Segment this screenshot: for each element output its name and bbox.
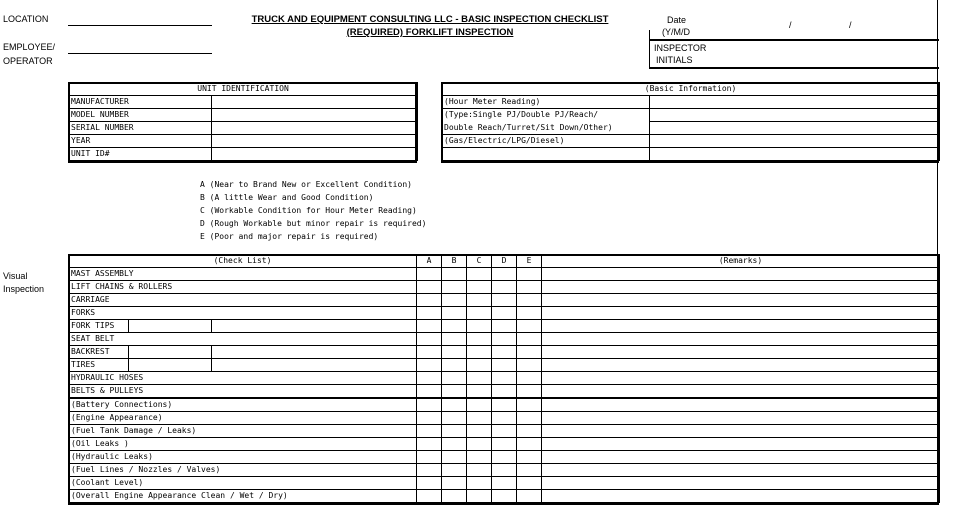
visual-label: Visual xyxy=(3,271,28,281)
serial-number-label: SERIAL NUMBER xyxy=(69,122,212,135)
grade-cell-d[interactable] xyxy=(492,359,517,372)
grade-cell-b[interactable] xyxy=(442,385,467,399)
grade-cell-c[interactable] xyxy=(467,438,492,451)
checklist-item-label: (Overall Engine Appearance Clean / Wet / Dry) xyxy=(69,490,417,503)
table-row xyxy=(69,333,940,346)
grade-cell-d[interactable] xyxy=(492,268,517,281)
remarks-cell[interactable] xyxy=(542,477,940,490)
grade-cell-b[interactable] xyxy=(442,281,467,294)
legend-item-e: E (Poor and major repair is required) xyxy=(200,232,379,241)
grade-cell-a[interactable] xyxy=(417,268,442,281)
grade-cell-e[interactable] xyxy=(517,294,542,307)
grade-cell-c[interactable] xyxy=(467,398,492,412)
grade-cell-c[interactable] xyxy=(467,385,492,399)
grade-cell-e[interactable] xyxy=(517,425,542,438)
type-field-2[interactable] xyxy=(650,122,940,135)
checklist-item-label: (Fuel Tank Damage / Leaks) xyxy=(69,425,417,438)
year-field[interactable] xyxy=(212,135,418,148)
checklist-item-label: FORKS xyxy=(69,307,417,320)
grade-cell-b[interactable] xyxy=(442,359,467,372)
checklist-item-label: (Engine Appearance) xyxy=(69,412,417,425)
date-format: (Y/M/D xyxy=(662,27,690,37)
grade-cell-d[interactable] xyxy=(492,385,517,399)
remarks-cell[interactable] xyxy=(542,385,940,399)
remarks-cell[interactable] xyxy=(542,307,940,320)
location-label: LOCATION xyxy=(3,14,49,24)
table-row xyxy=(69,281,940,294)
grade-cell-b[interactable] xyxy=(442,372,467,385)
inspection-label: Inspection xyxy=(3,284,45,294)
grade-cell-a[interactable] xyxy=(417,281,442,294)
table-row xyxy=(69,412,940,425)
unit-identification-heading: UNIT IDENTIFICATION xyxy=(69,83,418,96)
checklist-item-blank xyxy=(212,346,417,359)
legend-item-c: C (Workable Condition for Hour Meter Reading) xyxy=(200,206,417,215)
grade-cell-b[interactable] xyxy=(442,307,467,320)
remarks-cell[interactable] xyxy=(542,451,940,464)
grade-cell-c[interactable] xyxy=(467,320,492,333)
grade-cell-e[interactable] xyxy=(517,268,542,281)
grade-cell-e[interactable] xyxy=(517,464,542,477)
checklist-item-label: FORK TIPS xyxy=(69,320,129,333)
grade-cell-d[interactable] xyxy=(492,294,517,307)
checklist-item-label: (Fuel Lines / Nozzles / Valves) xyxy=(69,464,417,477)
table-row xyxy=(69,490,940,503)
grade-cell-c[interactable] xyxy=(467,359,492,372)
table-row xyxy=(69,268,940,281)
grade-cell-e[interactable] xyxy=(517,477,542,490)
grade-cell-d[interactable] xyxy=(492,438,517,451)
grade-cell-a[interactable] xyxy=(417,464,442,477)
date-slash-2: / xyxy=(849,20,852,30)
date-slash-1: / xyxy=(789,20,792,30)
remarks-cell[interactable] xyxy=(542,464,940,477)
table-row xyxy=(69,464,940,477)
checklist-item-label: (Battery Connections) xyxy=(69,398,417,412)
table-row xyxy=(69,294,940,307)
basic-information-heading: (Basic Information) xyxy=(442,83,940,96)
table-row xyxy=(69,451,940,464)
grade-cell-d[interactable] xyxy=(492,346,517,359)
grade-header-a: A xyxy=(417,255,442,268)
grade-cell-d[interactable] xyxy=(492,464,517,477)
hour-meter-field[interactable] xyxy=(650,96,940,109)
grade-cell-b[interactable] xyxy=(442,333,467,346)
table-row xyxy=(69,372,940,385)
grade-cell-d[interactable] xyxy=(492,372,517,385)
grade-cell-e[interactable] xyxy=(517,346,542,359)
grade-cell-d[interactable] xyxy=(492,451,517,464)
checklist-table xyxy=(68,254,940,503)
remarks-cell[interactable] xyxy=(542,268,940,281)
type-field[interactable] xyxy=(650,109,940,122)
table-row xyxy=(69,122,418,135)
grade-cell-d[interactable] xyxy=(492,425,517,438)
checklist-item-label: CARRIAGE xyxy=(69,294,417,307)
table-row xyxy=(69,477,940,490)
grade-cell-e[interactable] xyxy=(517,385,542,399)
checklist-item-label: (Hydraulic Leaks) xyxy=(69,451,417,464)
remarks-heading: (Remarks) xyxy=(542,255,940,268)
type-label: (Type:Single PJ/Double PJ/Reach/ xyxy=(442,109,650,122)
grade-cell-a[interactable] xyxy=(417,346,442,359)
employee-label: EMPLOYEE/ xyxy=(3,42,56,52)
grade-cell-c[interactable] xyxy=(467,490,492,503)
unit-identification-table xyxy=(68,82,418,161)
remarks-cell[interactable] xyxy=(542,425,940,438)
grade-cell-e[interactable] xyxy=(517,412,542,425)
grade-cell-a[interactable] xyxy=(417,320,442,333)
grade-cell-d[interactable] xyxy=(492,412,517,425)
checklist-item-label: (Oil Leaks ) xyxy=(69,438,417,451)
grade-cell-e[interactable] xyxy=(517,372,542,385)
grade-cell-a[interactable] xyxy=(417,307,442,320)
grade-cell-b[interactable] xyxy=(442,425,467,438)
grade-cell-b[interactable] xyxy=(442,464,467,477)
table-row xyxy=(442,109,940,122)
remarks-cell[interactable] xyxy=(542,438,940,451)
basic-information-table xyxy=(441,82,940,161)
table-row xyxy=(69,307,940,320)
grade-cell-b[interactable] xyxy=(442,320,467,333)
grade-header-b: B xyxy=(442,255,467,268)
checklist-item-label: LIFT CHAINS & ROLLERS xyxy=(69,281,417,294)
model-number-field[interactable] xyxy=(212,109,418,122)
remarks-cell[interactable] xyxy=(542,412,940,425)
grade-cell-c[interactable] xyxy=(467,451,492,464)
remarks-cell[interactable] xyxy=(542,281,940,294)
remarks-cell[interactable] xyxy=(542,490,940,503)
grade-cell-a[interactable] xyxy=(417,438,442,451)
grade-cell-d[interactable] xyxy=(492,307,517,320)
remarks-cell[interactable] xyxy=(542,372,940,385)
grade-cell-c[interactable] xyxy=(467,268,492,281)
grade-header-c: C xyxy=(467,255,492,268)
employee-line[interactable] xyxy=(68,53,212,54)
year-label: YEAR xyxy=(69,135,212,148)
grade-cell-a[interactable] xyxy=(417,451,442,464)
hour-meter-label: (Hour Meter Reading) xyxy=(442,96,650,109)
checklist-item-label: SEAT BELT xyxy=(69,333,417,346)
table-row xyxy=(69,398,940,412)
remarks-cell[interactable] xyxy=(542,320,940,333)
checklist-item-label: HYDRAULIC HOSES xyxy=(69,372,417,385)
grade-cell-e[interactable] xyxy=(517,451,542,464)
grade-cell-e[interactable] xyxy=(517,307,542,320)
table-row xyxy=(69,385,940,399)
grade-cell-d[interactable] xyxy=(492,333,517,346)
grade-cell-c[interactable] xyxy=(467,281,492,294)
checklist-item-label: TIRES xyxy=(69,359,129,372)
checklist-item-blank xyxy=(212,359,417,372)
inspector-label: INSPECTOR xyxy=(654,43,707,53)
fuel-type-field[interactable] xyxy=(650,135,940,148)
operator-label: OPERATOR xyxy=(3,56,53,66)
serial-number-field[interactable] xyxy=(212,122,418,135)
grade-cell-b[interactable] xyxy=(442,451,467,464)
manufacturer-field[interactable] xyxy=(212,96,418,109)
checklist-item-label: MAST ASSEMBLY xyxy=(69,268,417,281)
grade-cell-e[interactable] xyxy=(517,438,542,451)
form-title: TRUCK AND EQUIPMENT CONSULTING LLC - BASIC INSPECTION CHECKLIST xyxy=(251,14,609,25)
grade-cell-a[interactable] xyxy=(417,359,442,372)
grade-cell-c[interactable] xyxy=(467,372,492,385)
legend-item-d: D (Rough Workable but minor repair is required) xyxy=(200,219,427,228)
grade-cell-a[interactable] xyxy=(417,477,442,490)
grade-cell-d[interactable] xyxy=(492,398,517,412)
checklist-heading: (Check List) xyxy=(69,255,417,268)
checklist-item-detail[interactable] xyxy=(129,320,212,333)
table-row xyxy=(69,135,418,148)
fuel-type-label: (Gas/Electric/LPG/Diesel) xyxy=(442,135,650,148)
remarks-cell[interactable] xyxy=(542,346,940,359)
grade-cell-e[interactable] xyxy=(517,490,542,503)
initials-label: INITIALS xyxy=(656,55,693,65)
grade-cell-d[interactable] xyxy=(492,320,517,333)
grade-cell-e[interactable] xyxy=(517,281,542,294)
remarks-cell[interactable] xyxy=(542,333,940,346)
remarks-cell[interactable] xyxy=(542,359,940,372)
grade-cell-d[interactable] xyxy=(492,477,517,490)
grade-cell-b[interactable] xyxy=(442,294,467,307)
grade-cell-c[interactable] xyxy=(467,425,492,438)
table-row xyxy=(69,320,940,333)
table-row xyxy=(442,148,940,161)
grade-cell-a[interactable] xyxy=(417,398,442,412)
grade-cell-c[interactable] xyxy=(467,464,492,477)
grade-cell-c[interactable] xyxy=(467,346,492,359)
checklist-item-detail[interactable] xyxy=(129,359,212,372)
table-row xyxy=(442,122,940,135)
grade-cell-d[interactable] xyxy=(492,490,517,503)
table-row xyxy=(69,109,418,122)
grade-cell-a[interactable] xyxy=(417,412,442,425)
grade-cell-a[interactable] xyxy=(417,385,442,399)
grade-cell-c[interactable] xyxy=(467,307,492,320)
grade-cell-a[interactable] xyxy=(417,333,442,346)
checklist-item-label: (Coolant Level) xyxy=(69,477,417,490)
grade-cell-a[interactable] xyxy=(417,372,442,385)
table-row xyxy=(69,438,940,451)
model-number-label: MODEL NUMBER xyxy=(69,109,212,122)
table-row xyxy=(69,148,418,161)
table-row xyxy=(69,96,418,109)
grade-cell-b[interactable] xyxy=(442,268,467,281)
grade-header-d: D xyxy=(492,255,517,268)
table-row xyxy=(69,425,940,438)
grade-cell-b[interactable] xyxy=(442,477,467,490)
initials-line[interactable] xyxy=(649,67,939,69)
grade-cell-b[interactable] xyxy=(442,490,467,503)
grade-cell-e[interactable] xyxy=(517,398,542,412)
unit-id-label: UNIT ID# xyxy=(69,148,212,161)
type-label-cont: Double Reach/Turret/Sit Down/Other) xyxy=(442,122,650,135)
grade-cell-a[interactable] xyxy=(417,294,442,307)
grade-header-e: E xyxy=(517,255,542,268)
location-line[interactable] xyxy=(68,25,212,26)
table-row xyxy=(442,135,940,148)
date-line[interactable] xyxy=(649,39,939,41)
remarks-cell[interactable] xyxy=(542,398,940,412)
grade-cell-b[interactable] xyxy=(442,346,467,359)
checklist-item-detail[interactable] xyxy=(129,346,212,359)
table-row xyxy=(69,346,940,359)
checklist-item-label: BACKREST xyxy=(69,346,129,359)
table-row xyxy=(69,359,940,372)
grade-cell-c[interactable] xyxy=(467,333,492,346)
grade-cell-c[interactable] xyxy=(467,477,492,490)
grade-cell-b[interactable] xyxy=(442,398,467,412)
legend-item-b: B (A little Wear and Good Condition) xyxy=(200,193,374,202)
table-row xyxy=(442,96,940,109)
remarks-cell[interactable] xyxy=(542,294,940,307)
grade-cell-e[interactable] xyxy=(517,333,542,346)
grade-cell-e[interactable] xyxy=(517,359,542,372)
grade-cell-b[interactable] xyxy=(442,438,467,451)
checklist-item-label: BELTS & PULLEYS xyxy=(69,385,417,399)
manufacturer-label: MANUFACTURER xyxy=(69,96,212,109)
date-label: Date xyxy=(667,15,687,25)
legend-item-a: A (Near to Brand New or Excellent Condition) xyxy=(200,180,412,189)
grade-cell-b[interactable] xyxy=(442,412,467,425)
unit-id-field[interactable] xyxy=(212,148,418,161)
grade-cell-c[interactable] xyxy=(467,412,492,425)
checklist-item-blank xyxy=(212,320,417,333)
grade-legend xyxy=(200,178,426,243)
grade-cell-a[interactable] xyxy=(417,425,442,438)
grade-cell-d[interactable] xyxy=(492,281,517,294)
grade-cell-a[interactable] xyxy=(417,490,442,503)
grade-cell-c[interactable] xyxy=(467,294,492,307)
form-subtitle: (REQUIRED) FORKLIFT INSPECTION xyxy=(346,27,514,38)
grade-cell-e[interactable] xyxy=(517,320,542,333)
